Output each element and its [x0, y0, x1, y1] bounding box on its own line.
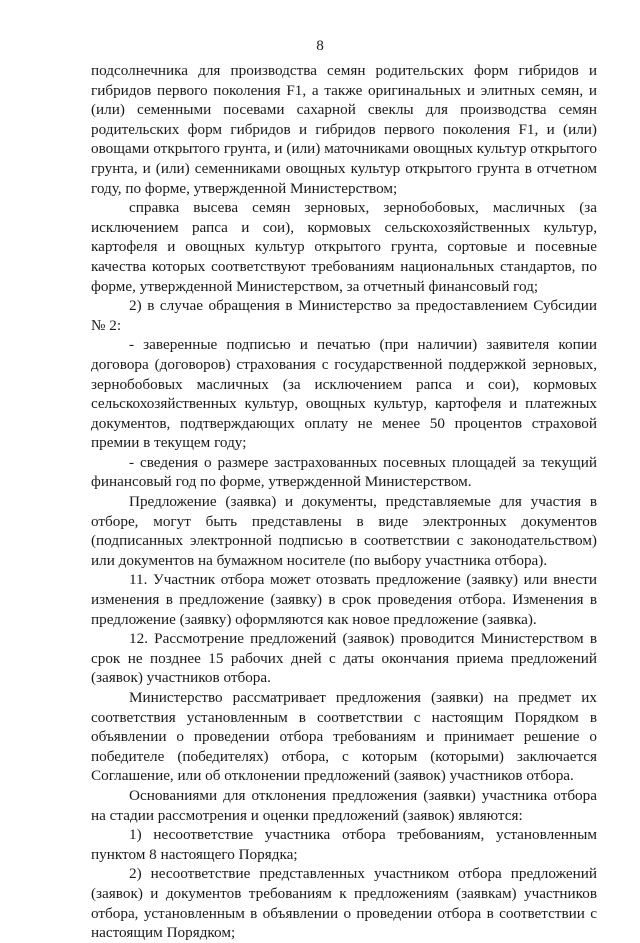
paragraph-ministry-review: Министерство рассматривает предложения (заявки) на предмет их соответствия установленным в соответствии с настоящим Порядком в объявлении о проведении отбора требованиям и принимает решение о победителе (победителях) отбора, с которым (которыми) заключается Соглашение, или об отклонении предложений (заявок) участников отбора.	[91, 689, 597, 785]
document-body	[91, 61, 597, 943]
paragraph-electronic-documents: Предложение (заявка) и документы, представляемые для участия в отборе, могут быть представлены в виде электронных документов (подписанных электронной подписью в соответствии с законодательством) или документов на бумажном носителе (по выбору участника отбора).	[91, 493, 597, 569]
page-number: 8	[316, 37, 324, 54]
paragraph-sowing-certificate: справка высева семян зерновых, зернобобовых, масличных (за исключением рапса и сои), кормовых сельскохозяйственных культур, картофеля и овощных культур открытого грунта, сортовые и посевные качества которых соответствуют требованиям национальных стандартов, по форме, утвержденной Министерством, за отчетный финансовый год;	[91, 199, 597, 295]
paragraph-insurance-contracts: - заверенные подписью и печатью (при наличии) заявителя копии договора (договоров) страхования с государственной поддержкой зерновых, зернобобовых масличных (за исключением рапса и сои), кормовых сельскохозяйственных культур, овощных культур, картофеля и платежных документов, подтверждающих оплату не менее 50 процентов страховой премии в текущем году;	[91, 336, 597, 452]
paragraph-item-12: 12. Рассмотрение предложений (заявок) проводится Министерством в срок не позднее 15 рабочих дней с даты окончания приема предложений (заявок) участников отбора.	[91, 630, 597, 687]
paragraph-ground-1: 1) несоответствие участника отбора требованиям, установленным пунктом 8 настоящего Порядка;	[91, 826, 597, 863]
paragraph-insured-areas: - сведения о размере застрахованных посевных площадей за текущий финансовый год по форме, утвержденной Министерством.	[91, 453, 597, 491]
paragraph-subsidy-2-intro: 2) в случае обращения в Министерство за предоставлением Субсидии № 2:	[91, 297, 597, 334]
paragraph-ground-2: 2) несоответствие представленных участником отбора предложений (заявок) и документов требованиям к предложениям (заявкам) участников отбора, установленным в объявлении о проведении отбора в соответствии с настоящим Порядком;	[91, 865, 597, 942]
paragraph-rejection-grounds: Основаниями для отклонения предложения (заявки) участника отбора на стадии рассмотрения и оценки предложений (заявок) являются:	[91, 786, 597, 824]
paragraph-item-11: 11. Участник отбора может отозвать предложение (заявку) или внести изменения в предложение (заявку) в срок проведения отбора. Изменения в предложение (заявку) оформляются как новое предложение (заявка).	[91, 571, 597, 628]
paragraph-continuation: подсолнечника для производства семян родительских форм гибридов и гибридов первого поколения F1, а также оригинальных и элитных семян, и (или) семенными посевами сахарной свеклы для производства семян родительских форм гибридов и гибридов первого поколения F1, и (или) овощами открытого грунта, и (или) маточниками овощных культур открытого грунта, и (или) семенниками овощных культур открытого грунта в отчетном году, по форме, утвержденной Министерством;	[91, 62, 597, 197]
